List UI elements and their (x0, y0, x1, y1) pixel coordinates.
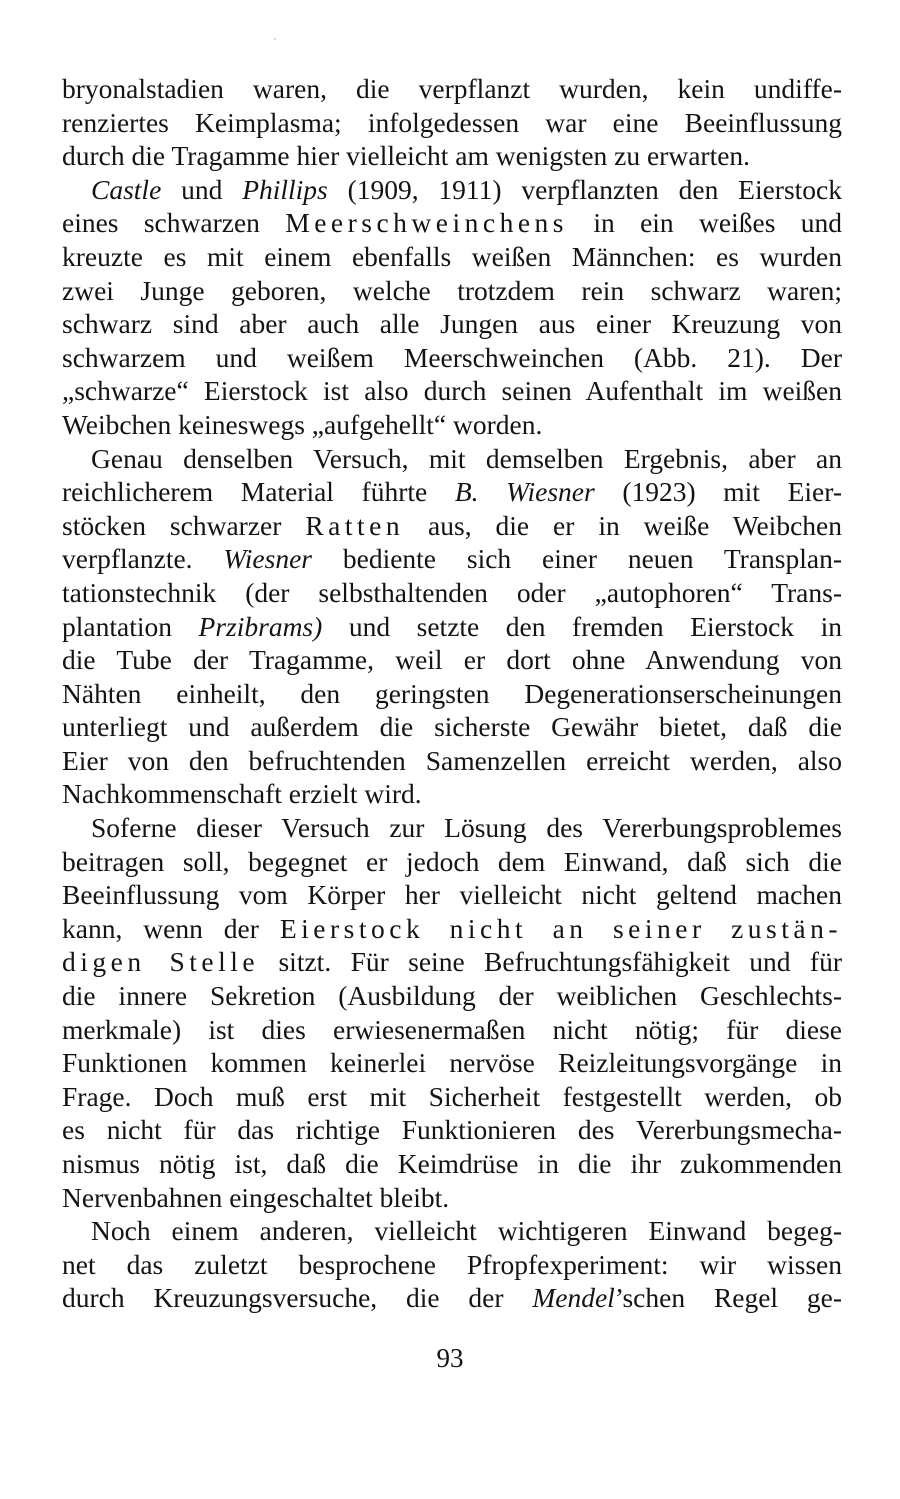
text-line: renziertes Keimplasma; infolgedessen war eine Beeinflussung (62, 106, 842, 138)
author-name: Przibrams) (198, 610, 323, 642)
text-span: (1923) mit Eier- (594, 476, 842, 508)
text-line (62, 912, 842, 946)
spaced-emphasis: Eierstock nicht an seiner zustän- (279, 912, 842, 944)
text-line: Genau denselben Versuch, mit demselben Ergebnis, aber an (91, 442, 842, 474)
text-line: Weibchen keineswegs „aufgehellt“ worden. (62, 408, 543, 440)
author-name: Wiesner (223, 543, 313, 575)
text-span: durch Kreuzungsversuche, die der (62, 1282, 533, 1314)
author-name: Castle (91, 173, 162, 205)
text-span: und (161, 173, 243, 205)
text-line: Nachkommenschaft erzielt wird. (62, 778, 422, 810)
text-line: Noch einem anderen, vielleicht wichtigeren Einwand begeg- (91, 1215, 842, 1247)
scan-speck (274, 38, 276, 40)
text-line: Nähten einheilt, den geringsten Degenerationserscheinungen (62, 677, 842, 709)
text-line: „schwarze“ Eierstock ist also durch seinen Aufenthalt im weißen (62, 375, 842, 407)
text-line: Soferne dieser Versuch zur Lösung des Vererbungsproblemes (91, 812, 842, 844)
text-span: stöcken schwarzer (62, 509, 306, 541)
spaced-emphasis: Meerschweinchens (285, 207, 568, 239)
text-line (62, 206, 842, 240)
text-line (62, 945, 842, 979)
text-line: Eier von den befruchtenden Samenzellen erreicht werden, also (62, 744, 842, 776)
author-name: Mendel (532, 1282, 615, 1314)
text-line: tationstechnik (der selbsthaltenden oder „autophoren“ Trans- (62, 576, 842, 608)
text-span: bediente sich einer neuen Transplan- (312, 543, 842, 575)
text-span: plantation (62, 610, 199, 642)
text-span: (1909, 1911) verpflanzten den Eierstock (327, 173, 843, 205)
text-line (62, 475, 842, 509)
text-line: merkmale) ist dies erwiesenermaßen nicht nötig; für diese (62, 1013, 842, 1045)
author-name: B. Wiesner (454, 476, 595, 508)
text-span: kann, wenn der (62, 912, 280, 944)
text-line: Frage. Doch muß erst mit Sicherheit festgestellt werden, ob (62, 1080, 842, 1112)
text-line: schwarzem und weißem Meerschweinchen (Abb. 21). Der (62, 341, 842, 373)
spaced-emphasis: Ratten (305, 509, 405, 541)
text-span: ’schen Regel ge- (614, 1282, 842, 1314)
text-line (62, 173, 842, 207)
text-line: beitragen soll, begegnet er jedoch dem Einwand, daß sich die (62, 845, 842, 877)
body-text (62, 72, 842, 1315)
text-line: net das zuletzt besprochene Pfropfexperiment: wir wissen (62, 1248, 842, 1280)
text-span: verpflanzte. (62, 543, 224, 575)
text-line: es nicht für das richtige Funktionieren des Vererbungsmecha- (62, 1114, 842, 1146)
text-line (62, 542, 842, 576)
text-line: die Tube der Tragamme, weil er dort ohne Anwendung von (62, 644, 842, 676)
text-span: eines schwarzen (62, 207, 286, 239)
text-span: reichlicherem Material führte (62, 476, 455, 508)
text-line: durch die Tragamme hier vielleicht am wenigsten zu erwarten. (62, 140, 751, 172)
text-span: und setzte den fremden Eierstock in (322, 610, 842, 642)
text-line: nismus nötig ist, daß die Keimdrüse in die ihr zukommenden (62, 1148, 842, 1179)
text-line: Nervenbahnen eingeschaltet bleibt. (62, 1181, 450, 1213)
text-line: Beeinflussung vom Körper her vielleicht nicht geltend machen (62, 879, 842, 911)
text-line: unterliegt und außerdem die sicherste Gewähr bietet, daß die (62, 711, 842, 743)
text-line (62, 610, 842, 644)
page-number: 93 (436, 1343, 464, 1373)
text-span: sitzt. Für seine Befruchtungsfähigkeit und für (259, 946, 842, 978)
text-span: in ein weißes und (568, 207, 842, 239)
text-line: schwarz sind aber auch alle Jungen aus einer Kreuzung von (62, 308, 842, 340)
text-line: Funktionen kommen keinerlei nervöse Reizleitungsvorgänge in (62, 1047, 842, 1079)
text-line (62, 1281, 842, 1315)
author-name: Phillips (242, 173, 328, 205)
text-line: zwei Junge geboren, welche trotzdem rein schwarz waren; (62, 274, 842, 306)
spaced-emphasis: digen Stelle (62, 946, 260, 978)
text-line: kreuzte es mit einem ebenfalls weißen Männchen: es wurden (62, 240, 842, 272)
text-line: die innere Sekretion (Ausbildung der weiblichen Geschlechts- (62, 980, 842, 1012)
text-line (62, 509, 842, 543)
text-span: aus, die er in weiße Weibchen (404, 509, 842, 541)
text-line: bryonalstadien waren, die verpflanzt wurden, kein undiffe- (62, 73, 842, 104)
